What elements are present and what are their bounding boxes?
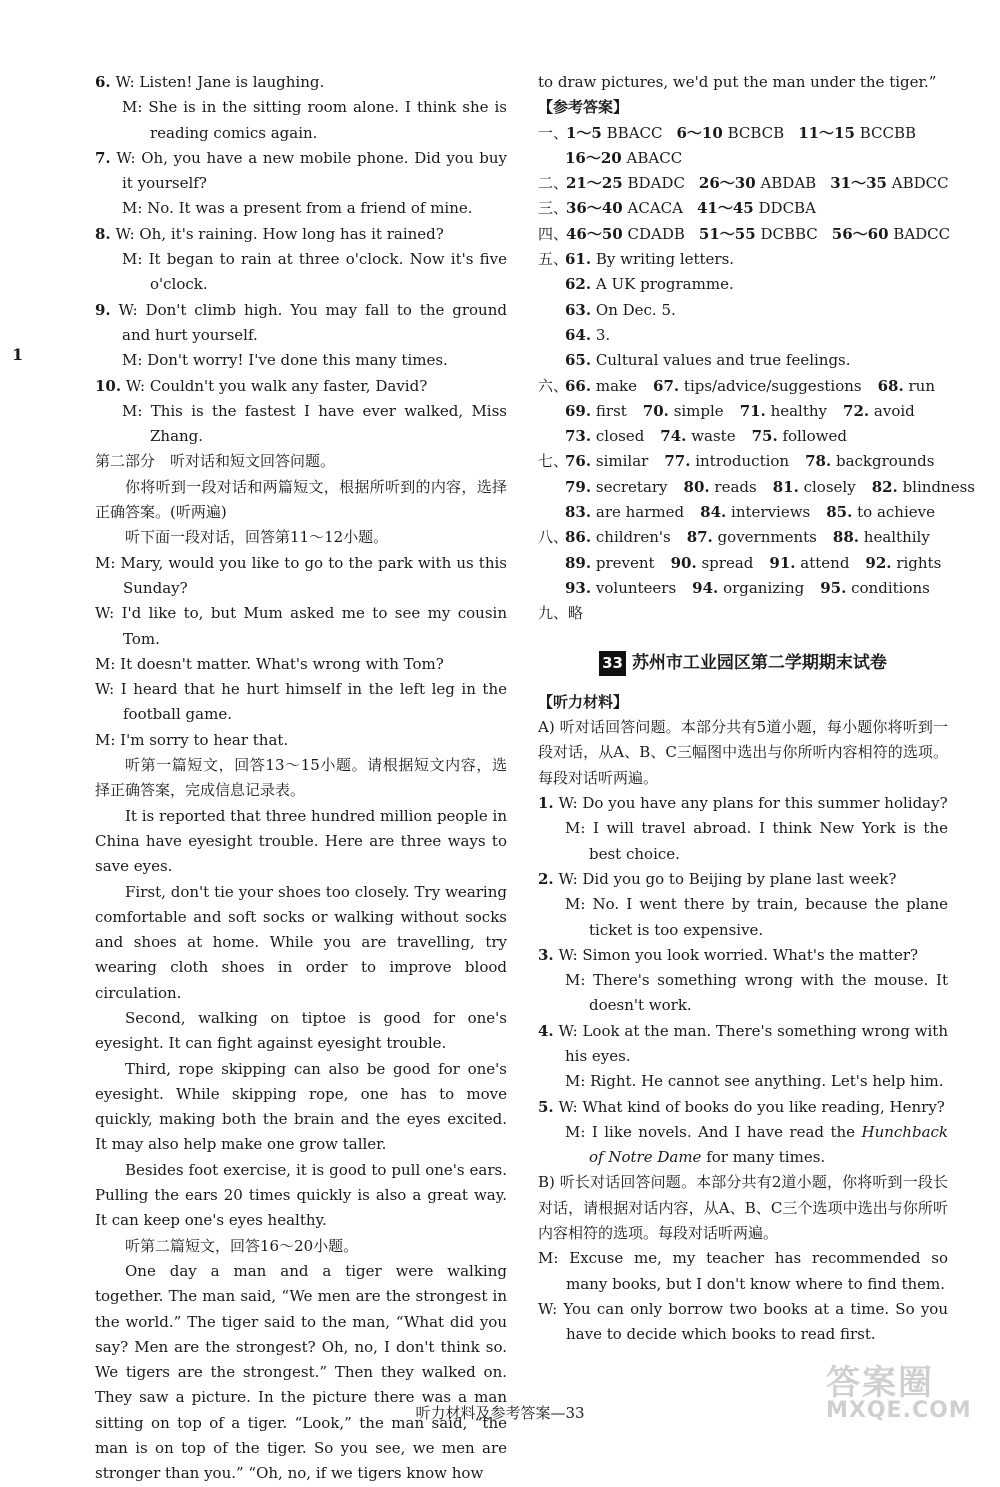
- part5-item: [538, 247, 948, 272]
- vocab-row: [538, 551, 948, 576]
- item-text: 3.: [595, 325, 611, 344]
- vocab-item: [684, 475, 757, 500]
- vocab-row: [538, 500, 948, 525]
- answer-group: [798, 124, 916, 142]
- answer-group: [566, 199, 683, 217]
- dialog-5-w-text: W: What kind of books do you like reading, Henry?: [558, 1097, 945, 1116]
- item-text: avoid: [873, 401, 915, 420]
- item-number: 86.: [565, 528, 592, 547]
- item-text: rights: [896, 553, 942, 572]
- item-text: closely: [803, 477, 856, 496]
- answer-range: 31～35: [830, 174, 887, 193]
- dialog-number: 3.: [538, 945, 554, 964]
- answer-range: 11～15: [798, 123, 855, 142]
- answer-group: [830, 174, 948, 192]
- item-text: reads: [714, 477, 757, 496]
- watermark-logo: [826, 1355, 972, 1423]
- left-line-text: M: It began to rain at three o'clock. Now it's five o'clock.: [122, 250, 507, 294]
- margin-mark: 1: [12, 345, 24, 364]
- left-line: [95, 804, 507, 880]
- item-number: 82.: [871, 477, 898, 496]
- item-number: 67.: [653, 376, 680, 395]
- left-line-text: 你将听到一段对话和两篇短文，根据所听到的内容，选择正确答案。(听两遍): [95, 477, 507, 522]
- item-number: 62.: [565, 275, 592, 294]
- item-number: 91.: [769, 553, 796, 572]
- item-number: 78.: [805, 452, 832, 471]
- answer-letters: BDADC: [627, 174, 685, 193]
- item-text: Cultural values and true feelings.: [595, 351, 851, 370]
- left-line: [95, 525, 507, 550]
- answer-letters: DCBBC: [760, 224, 818, 243]
- left-line: [95, 95, 507, 146]
- long-dialog-line: M: Excuse me, my teacher has recommended so many books, but I don't know where to find them.: [538, 1249, 948, 1293]
- left-line-text: W: I heard that he hurt himself in the left leg in the football game.: [95, 680, 507, 724]
- dialog-w-text: W: Simon you look worried. What's the matter?: [558, 945, 919, 964]
- dialog-w: [538, 867, 948, 892]
- answer-group: [697, 199, 816, 217]
- item-number: 75.: [751, 427, 778, 446]
- item-text: conditions: [851, 578, 930, 597]
- answer-letters: BADCC: [893, 224, 951, 243]
- item-number: 65.: [565, 351, 592, 370]
- left-line-text: W: I'd like to, but Mum asked me to see my cousin Tom.: [95, 604, 507, 648]
- mc-answers: [538, 121, 951, 247]
- item-text: volunteers: [595, 578, 677, 597]
- left-line: [95, 601, 507, 652]
- dialog-m: M: No. I went there by train, because the plane ticket is too expensive.: [565, 895, 948, 939]
- dialog-number: 4.: [538, 1021, 554, 1040]
- dialog-5-number: 5.: [538, 1097, 554, 1116]
- item-text: simple: [673, 401, 724, 420]
- dialog-w-text: W: Do you have any plans for this summer holiday?: [558, 794, 948, 813]
- item-text: similar: [595, 452, 649, 471]
- item-text: backgrounds: [835, 452, 935, 471]
- answer-row: [538, 121, 948, 146]
- watermark-line1: 答案圈: [826, 1363, 934, 1403]
- vocab-item: [752, 424, 847, 449]
- vocab-item: [660, 424, 735, 449]
- answer-row: [538, 222, 951, 247]
- dialog-w-text: W: Look at the man. There's something wrong with his eyes.: [558, 1021, 948, 1065]
- listening-heading: 【听力材料】: [538, 692, 629, 711]
- left-line-text: 第二部分 听对话和短文回答问题。: [95, 452, 336, 471]
- left-line: [95, 196, 507, 221]
- vocab-item: [740, 399, 827, 424]
- item-number: 94.: [692, 578, 719, 597]
- dialog-m: M: I will travel abroad. I think New York is the best choice.: [565, 819, 948, 863]
- item-text: A UK programme.: [595, 275, 734, 294]
- left-line: [95, 880, 507, 1006]
- item-text: attend: [800, 553, 850, 572]
- item-number: 87.: [686, 528, 713, 547]
- vocab-item: [687, 525, 817, 550]
- item-number: 72.: [843, 401, 870, 420]
- answer-letters: ABACC: [626, 148, 683, 167]
- page-footer: 听力材料及参考答案—33: [415, 1404, 585, 1422]
- left-line: [95, 70, 507, 95]
- vocab-item: [565, 424, 644, 449]
- dialog-5-w: [538, 1095, 948, 1120]
- part5-item: [538, 348, 948, 373]
- vocab-item: [700, 500, 810, 525]
- item-text: healthy: [770, 401, 828, 420]
- answer-row: [538, 196, 948, 221]
- vocab-item: [565, 551, 655, 576]
- left-line: [95, 475, 507, 526]
- item-text: On Dec. 5.: [595, 300, 676, 319]
- answer-group: [566, 174, 685, 192]
- answer-letters: BCCBB: [859, 123, 917, 142]
- item-text: waste: [691, 427, 736, 446]
- part-a-instructions: A) 听对话回答问题。本部分共有5道小题，每小题你将听到一段对话，从A、B、C三幅图中选出与你所听内容相符的选项。每段对话听两遍。: [538, 718, 948, 787]
- dialog-w-text: W: Did you go to Beijing by plane last week?: [558, 869, 897, 888]
- dialog-5-m: [538, 1120, 948, 1171]
- vocab-item: [872, 475, 975, 500]
- vocab-row: [538, 576, 948, 601]
- left-line-text: Besides foot exercise, it is good to pull one's ears. Pulling the ears 20 times quickly is also a great way. It can keep one's eyes healthy.: [95, 1160, 507, 1230]
- left-line-text: W: Oh, it's raining. How long has it rained?: [115, 224, 444, 243]
- vocab-item: [565, 399, 627, 424]
- answer-range: 41～45: [696, 199, 754, 218]
- left-line: [95, 677, 507, 728]
- item-number: 85.: [826, 503, 853, 522]
- item-number: 89.: [565, 553, 592, 572]
- dialog-m: M: There's something wrong with the mouse. It doesn't work.: [565, 971, 948, 1015]
- left-line: [95, 222, 507, 247]
- item-number: 71.: [739, 401, 766, 420]
- left-line-text: M: This is the fastest I have ever walked, Miss Zhang.: [122, 401, 507, 446]
- answer-part-label: 八、: [538, 528, 569, 547]
- answer-group: [832, 225, 950, 243]
- vocab-answers: [538, 374, 975, 602]
- answer-group: [566, 225, 685, 243]
- item-number: 83.: [565, 503, 592, 522]
- vocab-item: [671, 551, 754, 576]
- left-line: [95, 348, 507, 373]
- answer-range: 46～50: [566, 224, 623, 243]
- item-text: healthily: [863, 528, 930, 547]
- item-number: 69.: [565, 401, 592, 420]
- answer-row: [538, 171, 948, 196]
- left-line: [95, 247, 507, 298]
- part5-answers: [538, 247, 948, 373]
- answer-letters: ACACA: [627, 199, 683, 218]
- item-text: governments: [717, 528, 817, 547]
- left-line: [95, 753, 507, 804]
- item-number: 77.: [664, 452, 691, 471]
- question-number: 8.: [95, 224, 111, 243]
- item-number: 66.: [565, 376, 592, 395]
- vocab-item: [826, 500, 935, 525]
- answer-letters: DDCBA: [758, 199, 816, 218]
- left-line: [95, 1006, 507, 1057]
- dialog-number: 1.: [538, 794, 554, 813]
- item-text: blindness: [902, 477, 975, 496]
- left-line-text: Second, walking on tiptoe is good for one's eyesight. It can fight against eyesight trouble.: [95, 1008, 507, 1053]
- vocab-item: [565, 449, 648, 474]
- vocab-item: [664, 449, 789, 474]
- answer-letters: ABDAB: [760, 174, 817, 193]
- vocab-item: [565, 475, 668, 500]
- left-line: [95, 652, 507, 677]
- item-text: to achieve: [857, 503, 935, 522]
- dialog-number: 2.: [538, 869, 554, 888]
- vocab-item: [820, 576, 930, 601]
- left-line: [95, 449, 507, 474]
- item-number: 80.: [683, 477, 710, 496]
- left-line: [95, 399, 507, 450]
- question-number: 6.: [95, 73, 111, 91]
- left-line: [95, 1158, 507, 1234]
- left-line: [95, 146, 507, 197]
- answer-row: [538, 146, 948, 171]
- vocab-item: [865, 551, 941, 576]
- item-text: closed: [595, 427, 645, 446]
- vocab-item: [565, 576, 676, 601]
- left-line-text: M: It doesn't matter. What's wrong with Tom?: [95, 654, 444, 673]
- left-line-text: W: Don't climb high. You may fall to the ground and hurt yourself.: [118, 300, 507, 344]
- vocab-item: [643, 399, 724, 424]
- left-line-text: W: Oh, you have a new mobile phone. Did you buy it yourself?: [116, 148, 507, 193]
- question-number: 7.: [95, 148, 111, 167]
- vocab-item: [769, 551, 849, 576]
- part5-item: [538, 323, 948, 348]
- left-line-text: It is reported that three hundred million people in China have eyesight trouble. Here are three ways to save eyes.: [95, 806, 507, 876]
- answer-part-label: 六、: [538, 376, 569, 395]
- watermark-line2: MXQE.COM: [826, 1398, 972, 1423]
- left-line: [95, 1234, 507, 1259]
- answer-range: 26～30: [698, 174, 756, 193]
- answer-part-label: 五、: [538, 250, 569, 269]
- vocab-row: [538, 449, 948, 474]
- left-line: [95, 374, 507, 399]
- item-number: 73.: [565, 427, 592, 446]
- item-number: 84.: [700, 503, 727, 522]
- left-line: [95, 1259, 507, 1487]
- vocab-item: [692, 576, 804, 601]
- dialog-m: M: Right. He cannot see anything. Let's help him.: [565, 1072, 944, 1091]
- answer-letters: CDADB: [627, 224, 685, 243]
- left-line: [95, 551, 507, 602]
- item-number: 63.: [565, 300, 592, 319]
- answer-group: [699, 225, 818, 243]
- book-title: Hunchback of Notre Dame: [589, 1122, 948, 1167]
- left-line: [95, 1057, 507, 1158]
- dialog-5-m-post: for many times.: [701, 1148, 826, 1167]
- answer-range: 56～60: [831, 224, 889, 243]
- item-number: 95.: [820, 578, 847, 597]
- left-line-text: M: I'm sorry to hear that.: [95, 730, 289, 749]
- item-text: tips/advice/suggestions: [683, 376, 862, 395]
- item-text: children's: [595, 528, 671, 547]
- section-title: [538, 651, 948, 676]
- answer-group: [565, 149, 682, 167]
- answer-part-label: 七、: [538, 452, 569, 471]
- answer-part-label: 四、: [538, 224, 569, 243]
- part9: 九、略: [538, 604, 584, 623]
- left-line-text: One day a man and a tiger were walking together. The man said, “We men are the strongest in the world.” The tiger said to the man, “What did you say? Men are the strongest? Oh, no, I don't think so. We tigers are the strongest.” Then they walked on. They saw a picture. In the picture there was a man sitting on top of a tiger. “Look,” the man said, “the man is on top of the tiger. So you see, we men are stronger than you.” “Oh, no, if we tigers know how: [95, 1261, 507, 1483]
- answer-part-label: 一、: [538, 123, 569, 142]
- item-number: 79.: [565, 477, 592, 496]
- question-number: 10.: [95, 376, 122, 395]
- long-dialog-line: W: You can only borrow two books at a time. So you have to decide which books to read first.: [538, 1299, 948, 1344]
- answer-range: 51～55: [698, 224, 756, 243]
- vocab-item: [805, 449, 934, 474]
- answer-part-label: 三、: [538, 199, 569, 218]
- answer-group: [699, 174, 816, 192]
- vocab-row: [538, 424, 948, 449]
- left-line-text: W: Couldn't you walk any faster, David?: [125, 376, 428, 395]
- long-dialog: [538, 1246, 948, 1347]
- item-number: 93.: [565, 578, 592, 597]
- vocab-item: [565, 500, 684, 525]
- item-number: 68.: [877, 376, 904, 395]
- answer-group: [566, 124, 663, 142]
- item-text: make: [595, 376, 638, 395]
- answer-heading: 【参考答案】: [538, 98, 629, 117]
- vocab-row: [538, 374, 948, 399]
- item-number: 61.: [565, 250, 592, 269]
- item-text: introduction: [695, 452, 790, 471]
- part5-item: [538, 272, 948, 297]
- vocab-item: [833, 525, 930, 550]
- question-number: 9.: [95, 300, 111, 319]
- part-b-instructions: B) 听长对话回答问题。本部分共有2道小题，你将听到一段长对话，请根据对话内容，从A、B、C三个选项中选出与你所听内容相符的选项。每段对话听两遍。: [538, 1173, 948, 1243]
- left-line-text: 听下面一段对话，回答第11～12小题。: [125, 528, 389, 547]
- answer-group: [677, 124, 785, 142]
- section-number-badge: 33: [599, 651, 626, 676]
- item-number: 70.: [642, 401, 669, 420]
- item-text: interviews: [731, 503, 811, 522]
- dialog-w: [538, 1019, 948, 1070]
- item-number: 74.: [660, 427, 687, 446]
- item-text: By writing letters.: [595, 250, 735, 269]
- left-line-text: First, don't tie your shoes too closely. Try wearing comfortable and soft socks or walking without socks and shoes at home. While you are travelling, try wearing cloth shoes in order to improve blood circulation.: [95, 882, 507, 1002]
- item-text: secretary: [595, 477, 668, 496]
- vocab-item: [565, 374, 637, 399]
- answer-range: 16～20: [565, 148, 622, 167]
- item-text: first: [595, 401, 627, 420]
- dialogs: [538, 791, 948, 1095]
- vocab-row: [538, 475, 975, 500]
- item-number: 64.: [565, 325, 592, 344]
- left-line: [95, 298, 507, 349]
- left-line-text: W: Listen! Jane is laughing.: [115, 73, 325, 91]
- left-line-text: M: No. It was a present from a friend of mine.: [122, 199, 473, 218]
- item-number: 76.: [565, 452, 592, 471]
- left-line-text: M: Mary, would you like to go to the park with us this Sunday?: [95, 553, 507, 597]
- dialog-5: [538, 1095, 948, 1171]
- left-column: [95, 70, 507, 1487]
- item-number: 90.: [670, 553, 697, 572]
- left-line-text: M: She is in the sitting room alone. I think she is reading comics again.: [122, 98, 507, 142]
- left-line: [95, 728, 507, 753]
- item-text: followed: [782, 427, 847, 446]
- left-line-text: Third, rope skipping can also be good for one's eyesight. While skipping rope, one has to move quickly, making both the brain and the eyes excited. It may also help make one grow taller.: [95, 1059, 507, 1154]
- answer-letters: BCBCB: [727, 123, 785, 142]
- dialog-5-m-pre: M: I like novels. And I have read the: [565, 1122, 862, 1141]
- item-number: 92.: [865, 553, 892, 572]
- vocab-row: [538, 525, 948, 550]
- vocab-row: [538, 399, 948, 424]
- answer-range: 1～5: [566, 123, 602, 142]
- dialog-w: [538, 791, 948, 816]
- answer-range: 6～10: [676, 123, 723, 142]
- answer-part-label: 二、: [538, 174, 569, 193]
- answer-range: 36～40: [566, 199, 623, 218]
- left-line-text: 听第一篇短文，回答13～15小题。请根据短文内容，选择正确答案，完成信息记录表。: [95, 756, 507, 800]
- answer-range: 21～25: [566, 174, 623, 193]
- vocab-item: [653, 374, 862, 399]
- passage-continuation: to draw pictures, we'd put the man under the tiger.”: [538, 73, 937, 91]
- vocab-item: [843, 399, 915, 424]
- item-text: are harmed: [595, 503, 685, 522]
- answer-letters: ABDCC: [891, 174, 949, 193]
- section-title-text: 苏州市工业园区第二学期期末试卷: [631, 652, 887, 673]
- item-number: 88.: [832, 528, 859, 547]
- vocab-item: [565, 525, 671, 550]
- vocab-item: [773, 475, 856, 500]
- part5-item: [538, 298, 948, 323]
- item-text: spread: [701, 553, 754, 572]
- left-line-text: M: Don't worry! I've done this many times.: [122, 351, 448, 370]
- vocab-item: [878, 374, 935, 399]
- dialog-w: [538, 943, 948, 968]
- item-text: prevent: [595, 553, 655, 572]
- left-line-text: 听第二篇短文，回答16～20小题。: [125, 1236, 359, 1255]
- right-column: [538, 70, 975, 1348]
- item-text: run: [908, 376, 935, 395]
- item-number: 81.: [772, 477, 799, 496]
- answer-letters: BBACC: [606, 123, 663, 142]
- item-text: organizing: [723, 578, 805, 597]
